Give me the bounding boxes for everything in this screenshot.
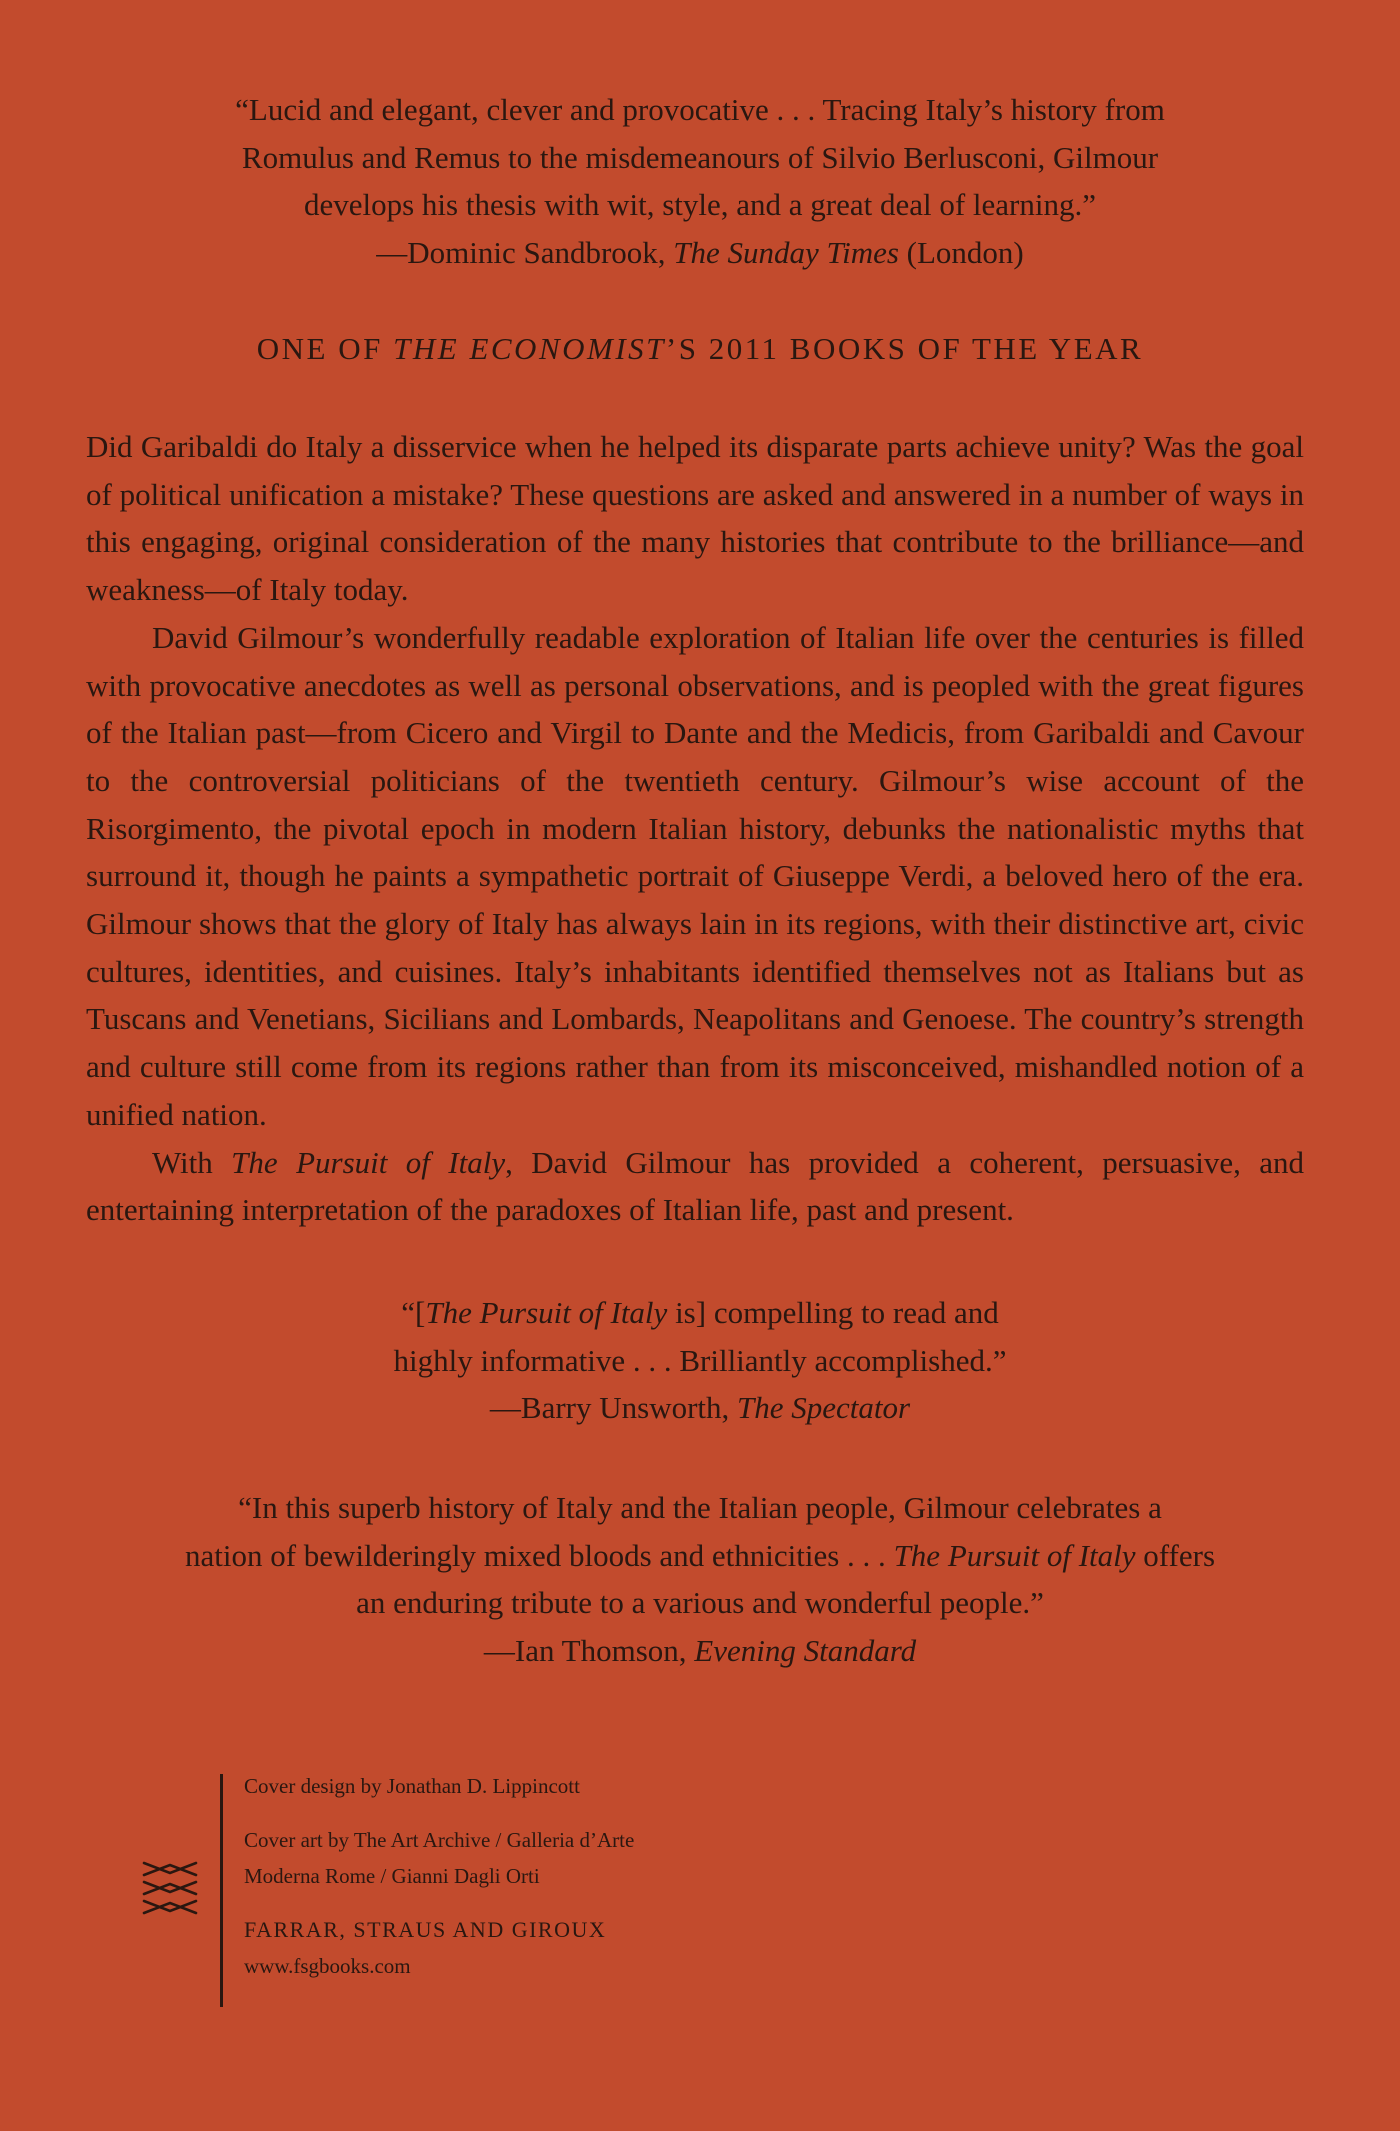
headline-prefix: ONE OF [256, 331, 394, 366]
quote-line: develops his thesis with wit, style, and a great deal of learning.” [303, 187, 1096, 222]
quote-attribution [0, 229, 1400, 277]
paragraph3-title: The Pursuit of Italy [231, 1144, 506, 1180]
paragraph3-prefix: With [152, 1144, 232, 1180]
attribution-suffix: (London) [898, 234, 1024, 270]
publisher-website: www.fsgbooks.com [244, 1954, 411, 1978]
economist-headline [0, 327, 1400, 371]
review-quote-thomson [0, 1484, 1400, 1674]
fsg-logo-icon [140, 1857, 200, 1917]
attribution-source: Evening Standard [694, 1632, 917, 1668]
attribution-author: —Ian Thomson, [483, 1632, 695, 1668]
description-paragraph-2: David Gilmour’s wonderfully readable exploration of Italian life over the centuries is filled with provocative anecdotes as well as personal observations, and is peopled with the great figures of the Italian past—from Cicero and Virgil to Dante and the Medicis, from Garibaldi and Cavour to the controversial politicians of the twentieth century. Gilmour’s wise account of the Risorgimento, the pivotal epoch in modern Italian history, debunks the nationalistic myths that surround it, though he paints a sympathetic portrait of Giuseppe Verdi, a beloved hero of the era. Gilmour shows that the glory of Italy has always lain in its regions, with their distinctive art, civic cultures, identities, and cuisines. Italy’s inhabitants identified themselves not as Italians but as Tuscans and Venetians, Sicilians and Lombards, Neapolitans and Genoese. The country’s strength and culture still come from its regions rather than from its misconceived, mishandled notion of a unified nation. [86, 619, 1304, 1132]
attribution-source: The Spectator [737, 1390, 911, 1425]
quote-line: “In this superb history of Italy and the Italian people, Gilmour celebrates a [238, 1490, 1162, 1525]
quote-line-prefix: “[ [401, 1295, 426, 1330]
review-quote-sandbrook [0, 86, 1400, 276]
quote-line: an enduring tribute to a various and wonderful people.” [356, 1585, 1044, 1620]
attribution-source: The Sunday Times [673, 234, 899, 270]
quote-attribution [0, 1384, 1400, 1432]
attribution-author: —Dominic Sandbrook, [376, 234, 674, 270]
cover-art-credit-line-1: Cover art by The Art Archive / Galleria d’Arte [244, 1828, 635, 1852]
review-quote-unsworth [0, 1289, 1400, 1432]
description-paragraph-3 [86, 1139, 1304, 1234]
quote-line [0, 1289, 1400, 1337]
quote-line-suffix: offers [1135, 1537, 1216, 1573]
cover-design-credit: Cover design by Jonathan D. Lippincott [244, 1774, 580, 1798]
cover-art-credit-line-2: Moderna Rome / Gianni Dagli Orti [244, 1864, 540, 1888]
headline-italic: THE ECONOMIST [393, 331, 666, 366]
credits-block [244, 1768, 844, 1984]
quote-attribution [0, 1627, 1400, 1675]
quote-line: highly informative . . . Brilliantly accomplished.” [393, 1342, 1007, 1378]
quote-line: Romulus and Remus to the misdemeanours of Silvio Berlusconi, Gilmour [241, 139, 1159, 175]
book-description [86, 423, 1304, 1234]
quote-line-suffix: is] compelling to read and [667, 1295, 999, 1330]
attribution-author: —Barry Unsworth, [489, 1390, 738, 1425]
quote-line: “Lucid and elegant, clever and provocative . . . Tracing Italy’s history from [235, 92, 1165, 127]
quote-line [0, 1532, 1400, 1580]
headline-suffix: ’S 2011 BOOKS OF THE YEAR [665, 331, 1144, 366]
quote-book-title: The Pursuit of Italy [893, 1537, 1136, 1573]
quote-line-prefix: nation of bewilderingly mixed bloods and ethnicities . . . [184, 1537, 894, 1573]
paragraph3-suffix: , David Gilmour has provided a coherent, persuasive, and entertaining interpretation of the paradoxes of Italian life, past and present. [86, 1144, 1304, 1228]
publisher-name: FARRAR, STRAUS AND GIROUX [244, 1917, 607, 1942]
quote-book-title: The Pursuit of Italy [425, 1295, 668, 1330]
credits-divider [220, 1774, 223, 2007]
description-paragraph-1: Did Garibaldi do Italy a disservice when he helped its disparate parts achieve unity? Was the goal of political unification a mistake? These questions are asked and answered in a number of ways in this engaging, original consideration of the many histories that contribute to the brilliance—and weakness—of Italy today. [86, 429, 1304, 608]
